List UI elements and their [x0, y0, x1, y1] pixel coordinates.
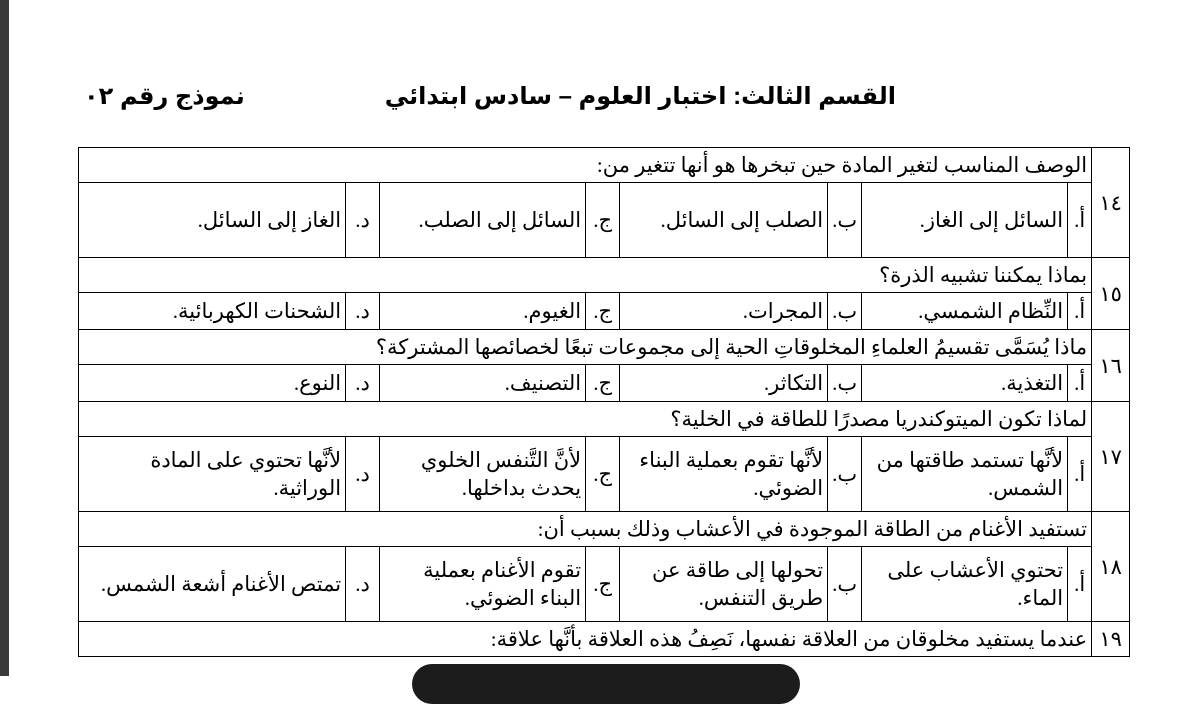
option-letter: ج. [586, 183, 620, 258]
option-letter: د. [346, 365, 380, 402]
options-row [79, 437, 1130, 512]
option-text: لأنَّها تحتوي على المادة الوراثية. [79, 437, 346, 512]
option-letter: ب. [828, 547, 862, 622]
option-text: النوع. [79, 365, 346, 402]
option-letter: د. [346, 547, 380, 622]
options-row [79, 293, 1130, 330]
option-letter: د. [346, 437, 380, 512]
question-text: بماذا يمكننا تشبيه الذرة؟ [79, 258, 1092, 293]
option-letter: ب. [828, 293, 862, 330]
options-row [79, 183, 1130, 258]
question-number: ١٥ [1092, 258, 1130, 330]
option-text: لأنَّ التَّنفس الخلوي يحدث بداخلها. [380, 437, 586, 512]
question-row [79, 258, 1130, 293]
option-letter: أ. [1068, 365, 1092, 402]
question-number: ١٧ [1092, 402, 1130, 512]
option-letter: ب. [828, 183, 862, 258]
section-title: القسم الثالث: اختبار العلوم – سادس ابتدائي [384, 83, 896, 110]
option-letter: أ. [1068, 293, 1092, 330]
option-text: النِّظام الشمسي. [862, 293, 1068, 330]
question-row [79, 148, 1130, 183]
question-row [79, 330, 1130, 365]
option-text: الغيوم. [380, 293, 586, 330]
option-letter: أ. [1068, 547, 1092, 622]
model-number: نموذج رقم ٠٢ [84, 83, 245, 110]
option-text: المجرات. [620, 293, 828, 330]
option-text: الغاز إلى السائل. [79, 183, 346, 258]
option-text: تمتص الأغنام أشعة الشمس. [79, 547, 346, 622]
option-text: التكاثر. [620, 365, 828, 402]
question-row [79, 512, 1130, 547]
question-text: ماذا يُسَمَّى تقسيمُ العلماءِ المخلوقاتِ الحية إلى مجموعات تبعًا لخصائصها المشتركة؟ [79, 330, 1092, 365]
questions-table [78, 147, 1130, 657]
option-text: السائل إلى الصلب. [380, 183, 586, 258]
floating-toolbar-pill[interactable] [412, 664, 800, 704]
question-text: لماذا تكون الميتوكندريا مصدرًا للطاقة في الخلية؟ [79, 402, 1092, 437]
question-text: عندما يستفيد مخلوقان من العلاقة نفسها، نَصِفُ هذه العلاقة بأنَّها علاقة: [79, 622, 1092, 657]
question-number: ١٦ [1092, 330, 1130, 402]
option-text: تحتوي الأعشاب على الماء. [862, 547, 1068, 622]
option-letter: ج. [586, 365, 620, 402]
option-text: الشحنات الكهربائية. [79, 293, 346, 330]
question-text: الوصف المناسب لتغير المادة حين تبخرها هو أنها تتغير من: [79, 148, 1092, 183]
option-letter: أ. [1068, 437, 1092, 512]
option-text: لأنَّها تقوم بعملية البناء الضوئي. [620, 437, 828, 512]
option-letter: د. [346, 183, 380, 258]
option-text: تحولها إلى طاقة عن طريق التنفس. [620, 547, 828, 622]
options-row [79, 365, 1130, 402]
option-letter: ب. [828, 437, 862, 512]
option-letter: ج. [586, 437, 620, 512]
question-number: ١٩ [1092, 622, 1130, 657]
option-text: تقوم الأغنام بعملية البناء الضوئي. [380, 547, 586, 622]
option-letter: د. [346, 293, 380, 330]
page-header [0, 82, 1198, 116]
option-letter: ج. [586, 547, 620, 622]
option-text: الصلب إلى السائل. [620, 183, 828, 258]
option-text: التصنيف. [380, 365, 586, 402]
option-text: السائل إلى الغاز. [862, 183, 1068, 258]
option-text: لأنَّها تستمد طاقتها من الشمس. [862, 437, 1068, 512]
question-number: ١٤ [1092, 148, 1130, 258]
question-row [79, 622, 1130, 657]
option-text: التغذية. [862, 365, 1068, 402]
options-row [79, 547, 1130, 622]
option-letter: ج. [586, 293, 620, 330]
question-row [79, 402, 1130, 437]
question-number: ١٨ [1092, 512, 1130, 622]
question-text: تستفيد الأغنام من الطاقة الموجودة في الأعشاب وذلك بسبب أن: [79, 512, 1092, 547]
option-letter: أ. [1068, 183, 1092, 258]
option-letter: ب. [828, 365, 862, 402]
